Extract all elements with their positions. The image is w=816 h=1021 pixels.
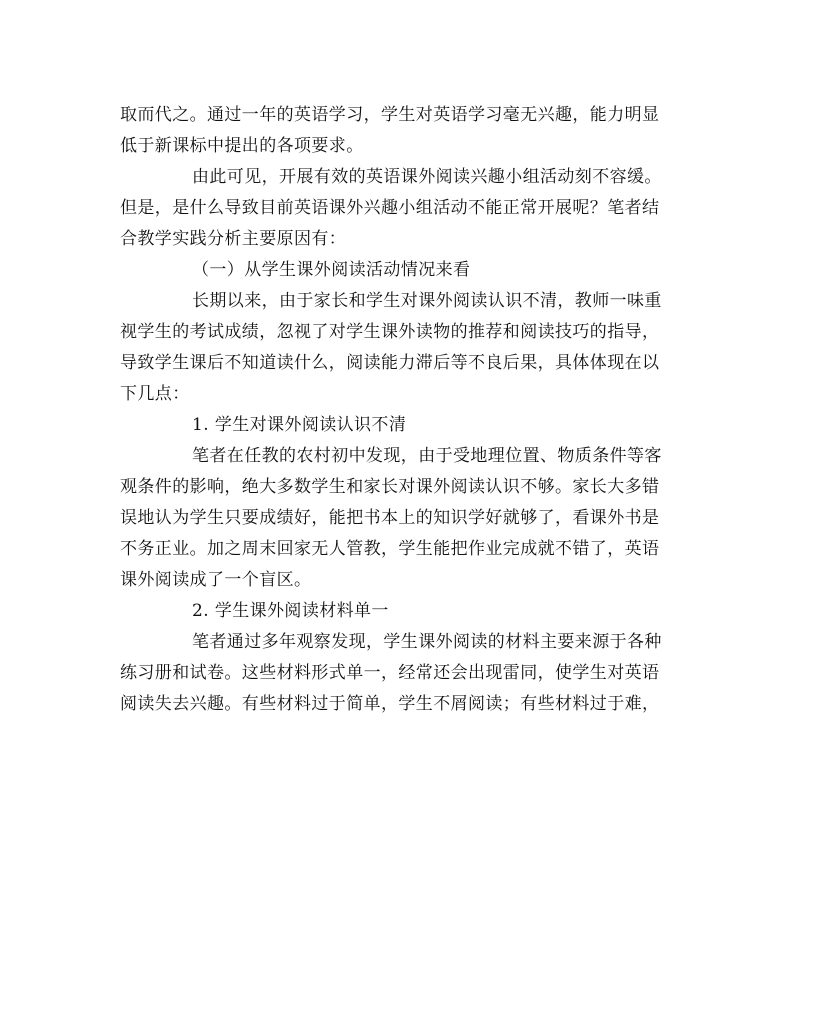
- document-body: [120, 100, 700, 720]
- text-line: 但是，是什么导致目前英语课外兴趣小组活动不能正常开展呢？笔者结: [120, 198, 660, 218]
- text-line: 视学生的考试成绩，忽视了对学生课外读物的推荐和阅读技巧的指导，: [120, 322, 660, 342]
- text-line: 长期以来，由于家长和学生对课外阅读认识不清，教师一味重: [192, 291, 662, 311]
- text-line: 笔者在任教的农村初中发现，由于受地理位置、物质条件等客: [192, 446, 662, 466]
- text-line: 误地认为学生只要成绩好，能把书本上的知识学好就够了，看课外书是: [120, 508, 660, 528]
- subsection-heading: 1. 学生对课外阅读认识不清: [192, 415, 407, 435]
- text-line: 导致学生课后不知道读什么，阅读能力滞后等不良后果，具体体现在以: [120, 353, 660, 373]
- text-line: 下几点：: [120, 384, 190, 404]
- text-line: 观条件的影响，绝大多数学生和家长对课外阅读认识不够。家长大多错: [120, 477, 660, 497]
- text-line: 课外阅读成了一个盲区。: [120, 570, 312, 590]
- text-line: 阅读失去兴趣。有些材料过于简单，学生不屑阅读；有些材料过于难，: [120, 694, 660, 714]
- text-line: 由此可见，开展有效的英语课外阅读兴趣小组活动刻不容缓。: [192, 167, 662, 187]
- text-line: 笔者通过多年观察发现，学生课外阅读的材料主要来源于各种: [192, 632, 662, 652]
- text-line: 取而代之。通过一年的英语学习，学生对英语学习毫无兴趣，能力明显: [120, 105, 660, 125]
- subsection-heading: 2. 学生课外阅读材料单一: [192, 601, 389, 621]
- text-line: 低于新课标中提出的各项要求。: [120, 136, 364, 156]
- text-line: 练习册和试卷。这些材料形式单一，经常还会出现雷同，使学生对英语: [120, 663, 660, 683]
- text-line: 不务正业。加之周末回家无人管教，学生能把作业完成就不错了，英语: [120, 539, 660, 559]
- section-heading: （一）从学生课外阅读活动情况来看: [192, 260, 471, 280]
- text-line: 合教学实践分析主要原因有：: [120, 229, 347, 249]
